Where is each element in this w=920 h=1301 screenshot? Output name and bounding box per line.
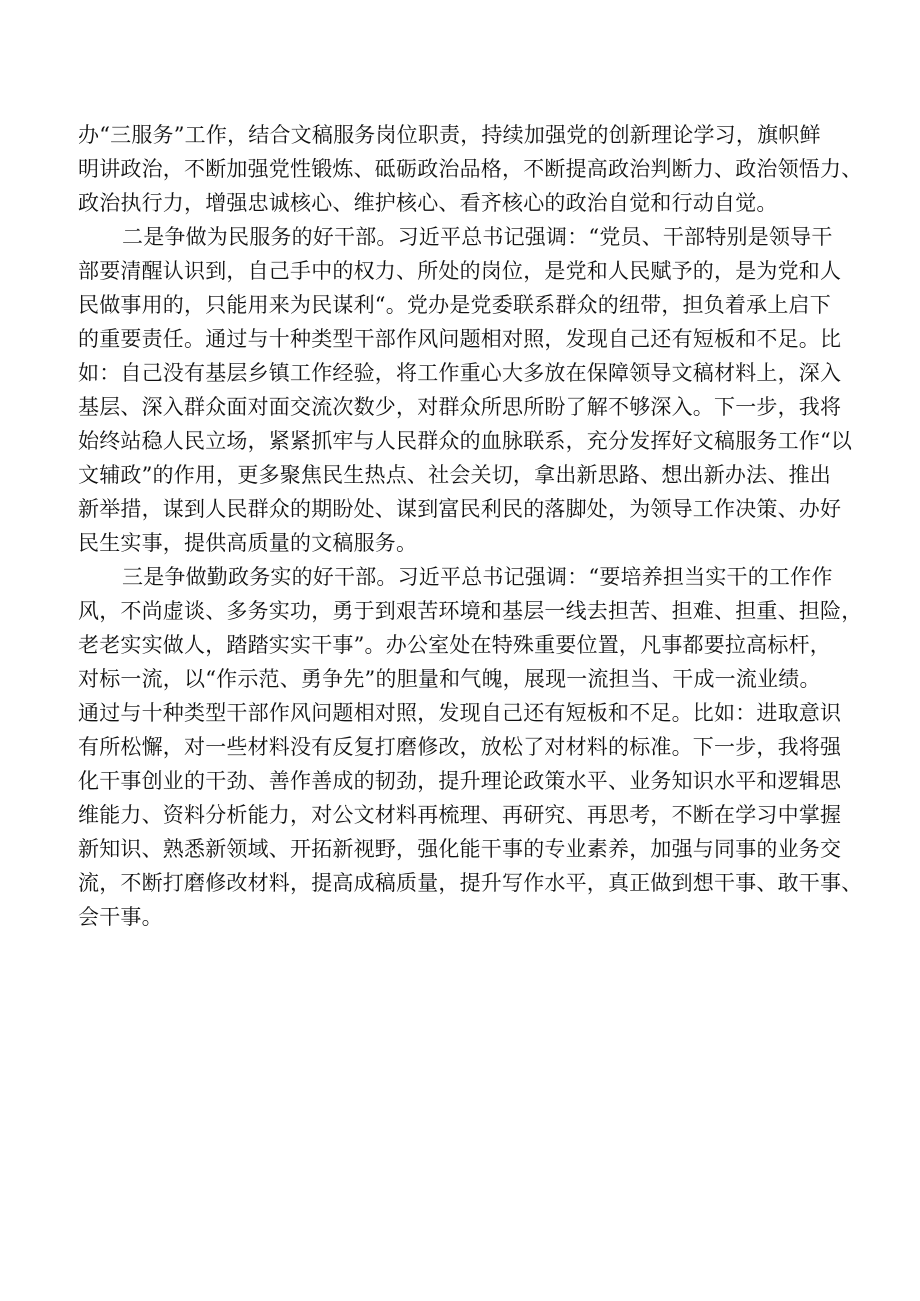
text-line: 会干事。 <box>78 905 163 929</box>
text-line: 风，不尚虚谈、多务实功，勇于到艰苦环境和基层一线去担苦、担难、担重、担险， <box>78 599 863 623</box>
text-line: 通过与十种类型干部作风问题相对照，发现自己还有短板和不足。比如：进取意识 <box>78 701 842 725</box>
text-line: 老老实实做人，踏踏实实干事”。办公室处在特殊重要位置，凡事都要拉高标杆， <box>78 633 831 657</box>
text-line: 办“三服务”工作，结合文稿服务岗位职责，持续加强党的创新理论学习，旗帜鲜 <box>78 123 821 147</box>
text-line: 流，不断打磨修改材料，提高成稿质量，提升写作水平，真正做到想干事、敢干事、 <box>78 871 863 895</box>
text-line: 有所松懈，对一些材料没有反复打磨修改，放松了对材料的标准。下一步，我将强 <box>78 735 842 759</box>
text-line: 民做事用的，只能用来为民谋利“。党办是党委联系群众的纽带，担负着承上启下 <box>78 293 831 317</box>
text-line: 的重要责任。通过与十种类型干部作风问题相对照，发现自己还有短板和不足。比 <box>78 327 842 351</box>
text-line: 始终站稳人民立场，紧紧抓牢与人民群众的血脉联系，充分发挥好文稿服务工作“以 <box>78 429 853 453</box>
text-line: 新知识、熟悉新领域、开拓新视野，强化能干事的专业素养，加强与同事的业务交 <box>78 837 842 861</box>
text-line: 化干事创业的干劲、善作善成的韧劲，提升理论政策水平、业务知识水平和逻辑思 <box>78 769 842 793</box>
text-line: 部要清醒认识到，自己手中的权力、所处的岗位，是党和人民赋予的，是为党和人 <box>78 259 842 283</box>
text-line: 民生实事，提供高质量的文稿服务。 <box>78 531 418 555</box>
text-line: 文辅政”的作用，更多聚焦民生热点、社会关切，拿出新思路、想出新办法、推出 <box>78 463 831 487</box>
text-line: 对标一流，以“作示范、勇争先”的胆量和气魄，展现一流担当、干成一流业绩。 <box>78 667 821 691</box>
text-line: 如：自己没有基层乡镇工作经验，将工作重心大多放在保障领导文稿材料上，深入 <box>78 361 842 385</box>
paragraph-first-line: 二是争做为民服务的好干部。习近平总书记强调：“党员、干部特别是领导干 <box>122 225 833 249</box>
paragraph-first-line: 三是争做勤政务实的好干部。习近平总书记强调：“要培养担当实干的工作作 <box>122 565 833 589</box>
text-line: 维能力、资料分析能力，对公文材料再梳理、再研究、再思考，不断在学习中掌握 <box>78 803 842 827</box>
text-line: 政治执行力，增强忠诚核心、维护核心、看齐核心的政治自觉和行动自觉。 <box>78 191 778 215</box>
text-line: 新举措，谋到人民群众的期盼处、谋到富民利民的落脚处，为领导工作决策、办好 <box>78 497 842 521</box>
text-line: 明讲政治，不断加强党性锻炼、砥砺政治品格，不断提高政治判断力、政治领悟力、 <box>78 157 863 181</box>
text-line: 基层、深入群众面对面交流次数少，对群众所思所盼了解不够深入。下一步，我将 <box>78 395 842 419</box>
